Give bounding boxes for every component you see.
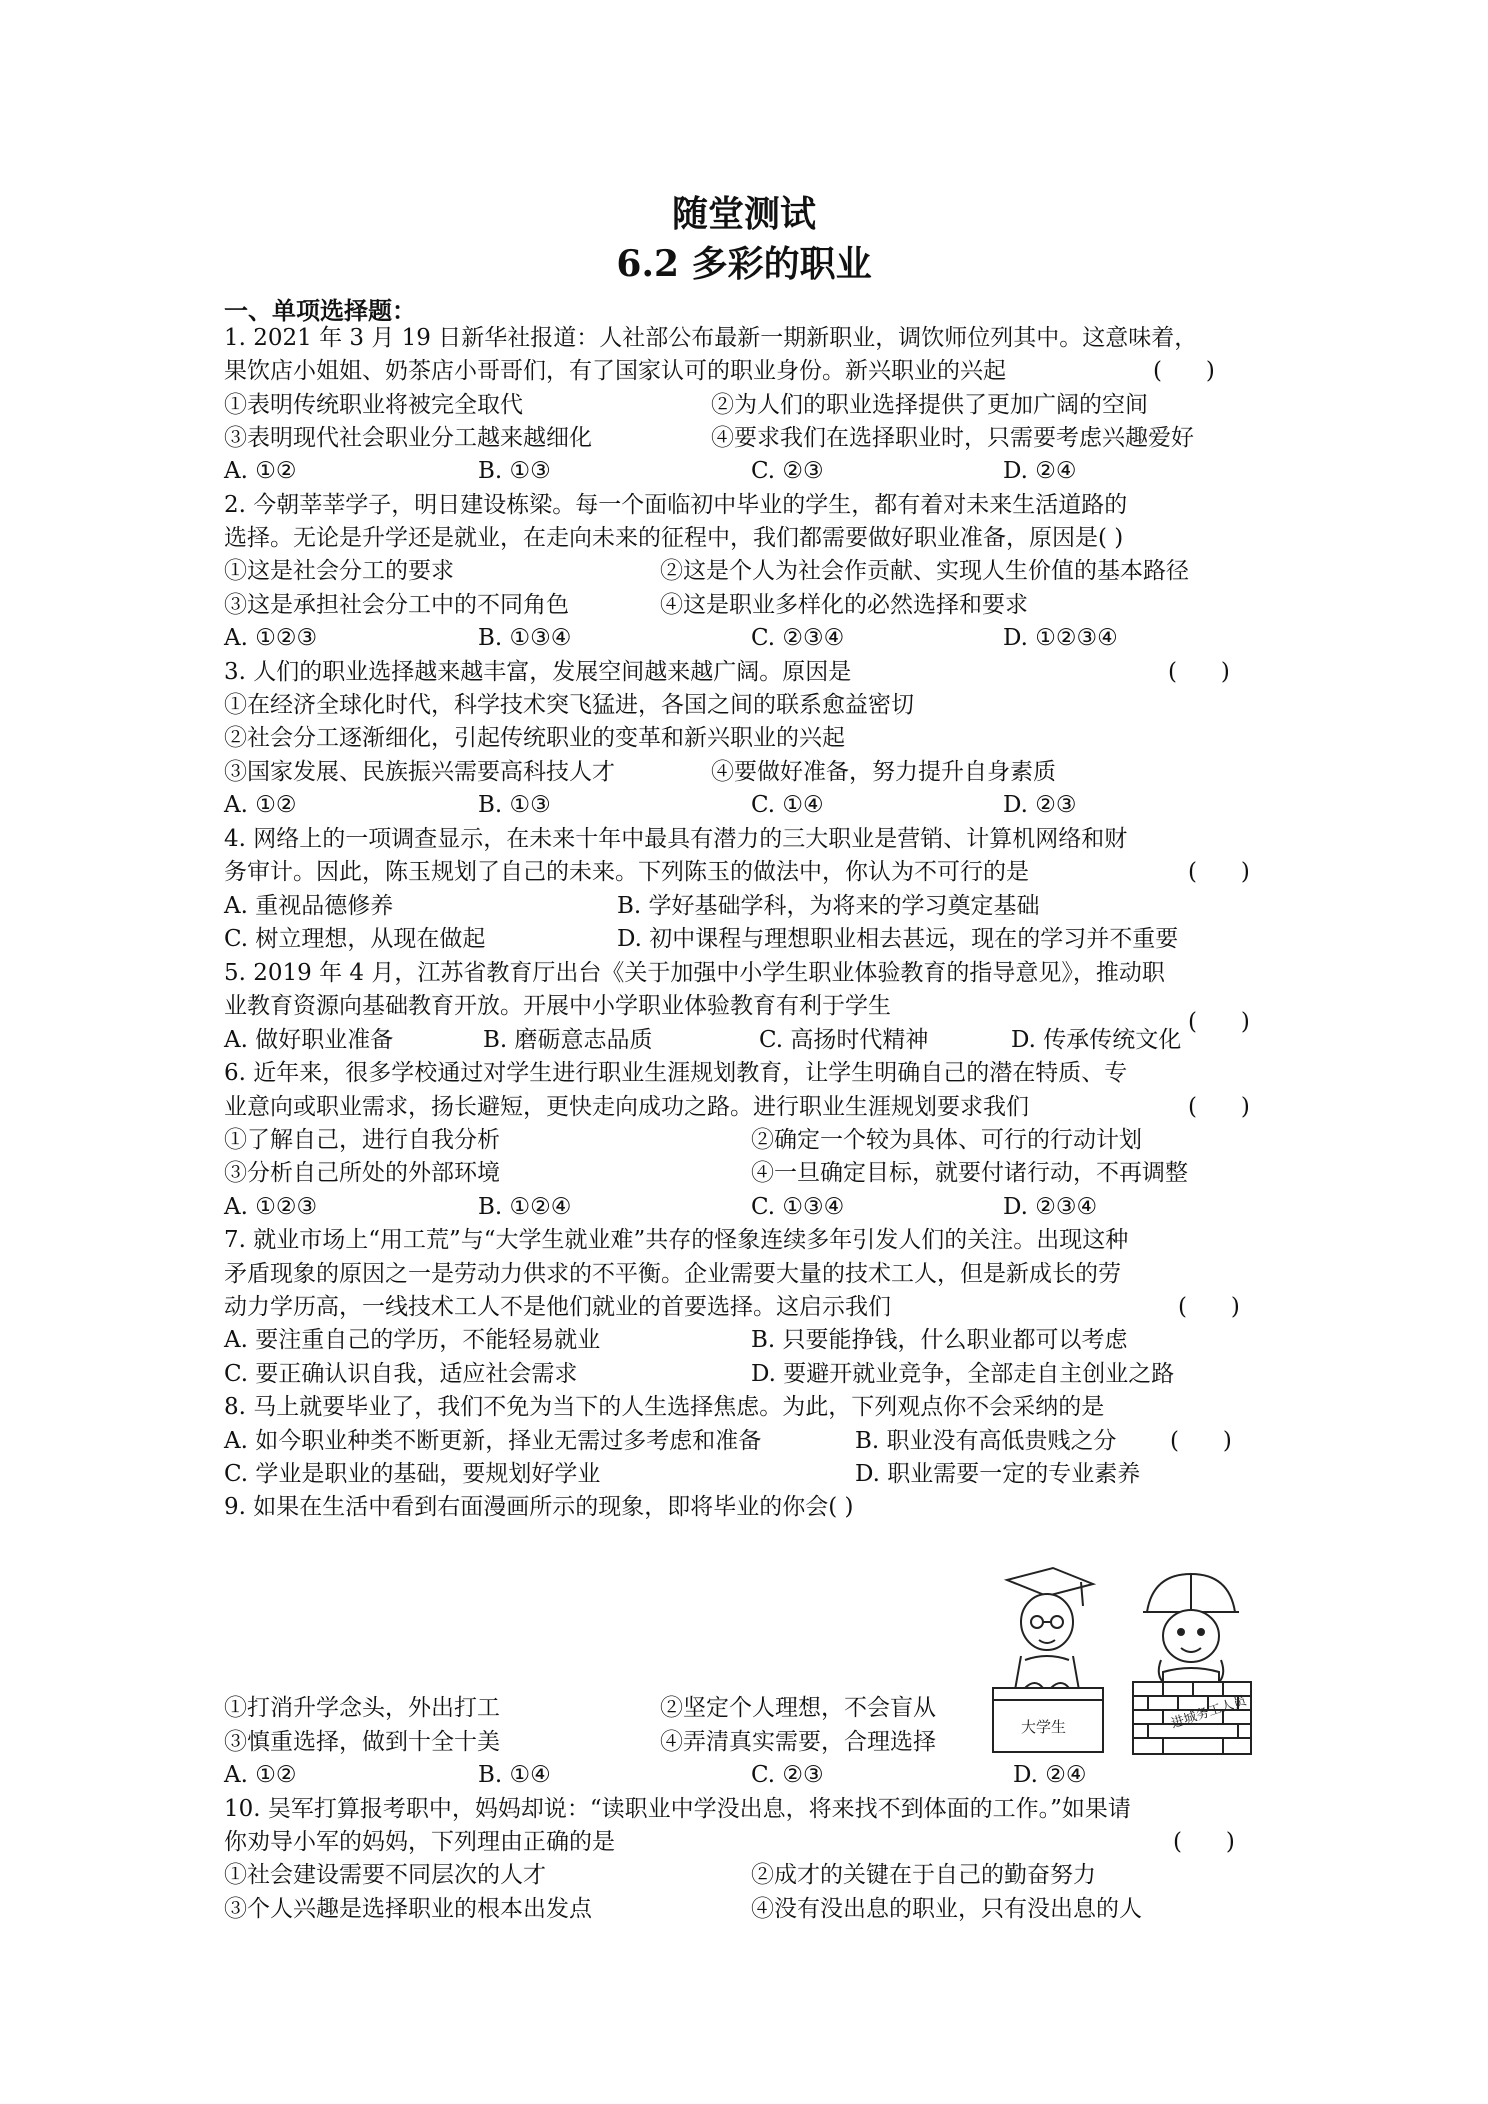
q2-option-b: B. ①③④ xyxy=(478,625,572,651)
q4-option-c: C. 树立理想，从现在做起 xyxy=(224,926,486,952)
q6-stem-line2: 业意向或职业需求，扬长避短，更快走向成功之路。进行职业生涯规划要求我们 xyxy=(224,1094,1029,1120)
q2-stem-line2: 选择。无论是升学还是就业，在走向未来的征程中，我们都需要做好职业准备，原因是( ) xyxy=(224,525,1124,551)
q5-option-d: D. 传承传统文化 xyxy=(1011,1027,1182,1053)
cartoon-illustration xyxy=(985,1560,1255,1760)
q8-option-b: B. 职业没有高低贵贱之分 xyxy=(855,1428,1117,1454)
q6-answer-bracket: ( ) xyxy=(1188,1094,1250,1120)
q1-stem-line1: 1. 2021 年 3 月 19 日新华社报道：人社部公布最新一期新职业，调饮师位列其中。这意味着， xyxy=(224,325,1198,351)
q6-statement-3: ③分析自己所处的外部环境 xyxy=(224,1160,500,1186)
q6-statement-4: ④一旦确定目标，就要付诸行动，不再调整 xyxy=(751,1160,1188,1186)
q2-statement-3: ③这是承担社会分工中的不同角色 xyxy=(224,592,569,618)
q7-stem-line2: 矛盾现象的原因之一是劳动力供求的不平衡。企业需要大量的技术工人，但是新成长的劳 xyxy=(224,1261,1121,1287)
cartoon-label-left: 大学生 xyxy=(1021,1718,1067,1736)
q5-option-a: A. 做好职业准备 xyxy=(224,1027,394,1053)
q5-option-b: B. 磨砺意志品质 xyxy=(483,1027,653,1053)
q9-statement-2: ②坚定个人理想，不会盲从 xyxy=(660,1695,936,1721)
q3-option-c: C. ①④ xyxy=(751,792,824,818)
q3-stem-line1: 3. 人们的职业选择越来越丰富，发展空间越来越广阔。原因是 xyxy=(224,659,852,685)
q9-option-c: C. ②③ xyxy=(751,1762,824,1788)
q2-statement-1: ①这是社会分工的要求 xyxy=(224,558,454,584)
q5-answer-bracket: ( ) xyxy=(1188,1009,1250,1035)
q10-statement-3: ③个人兴趣是选择职业的根本出发点 xyxy=(224,1896,592,1922)
q1-option-c: C. ②③ xyxy=(751,458,824,484)
q5-stem-line2: 业教育资源向基础教育开放。开展中小学职业体验教育有利于学生 xyxy=(224,993,891,1019)
q3-statement-3: ③国家发展、民族振兴需要高科技人才 xyxy=(224,759,615,785)
q10-answer-bracket: ( ) xyxy=(1173,1829,1235,1855)
q3-statement-4: ④要做好准备，努力提升自身素质 xyxy=(711,759,1056,785)
q2-option-a: A. ①②③ xyxy=(224,625,318,651)
q8-option-d: D. 职业需要一定的专业素养 xyxy=(855,1461,1141,1487)
q3-statement-1: ①在经济全球化时代，科学技术突飞猛进，各国之间的联系愈益密切 xyxy=(224,692,914,718)
q8-answer-bracket: ( ) xyxy=(1170,1428,1232,1454)
q1-option-b: B. ①③ xyxy=(478,458,551,484)
q7-option-d: D. 要避开就业竞争，全部走自主创业之路 xyxy=(751,1361,1175,1387)
q7-answer-bracket: ( ) xyxy=(1178,1294,1240,1320)
q6-stem-line1: 6. 近年来，很多学校通过对学生进行职业生涯规划教育，让学生明确自己的潜在特质、专 xyxy=(224,1060,1128,1086)
q9-option-b: B. ①④ xyxy=(478,1762,551,1788)
q8-option-c: C. 学业是职业的基础，要规划好学业 xyxy=(224,1461,601,1487)
q9-option-a: A. ①② xyxy=(224,1762,297,1788)
page-subtitle: 6.2 多彩的职业 xyxy=(616,243,872,285)
q7-stem-line1: 7. 就业市场上“用工荒”与“大学生就业难”共存的怪象连续多年引发人们的关注。出现这种 xyxy=(224,1227,1129,1253)
q2-option-d: D. ①②③④ xyxy=(1003,625,1118,651)
q3-option-b: B. ①③ xyxy=(478,792,551,818)
q2-option-c: C. ②③④ xyxy=(751,625,845,651)
q10-statement-4: ④没有没出息的职业，只有没出息的人 xyxy=(751,1896,1142,1922)
q2-statement-4: ④这是职业多样化的必然选择和要求 xyxy=(660,592,1028,618)
q2-statement-2: ②这是个人为社会作贡献、实现人生价值的基本路径 xyxy=(660,558,1189,584)
q9-stem-line1: 9. 如果在生活中看到右面漫画所示的现象，即将毕业的你会( ) xyxy=(224,1494,854,1520)
q9-statement-4: ④弄清真实需要，合理选择 xyxy=(660,1729,936,1755)
q10-statement-2: ②成才的关键在于自己的勤奋努力 xyxy=(751,1862,1096,1888)
q8-option-a: A. 如今职业种类不断更新，择业无需过多考虑和准备 xyxy=(224,1428,762,1454)
q1-stem-line2: 果饮店小姐姐、奶茶店小哥哥们，有了国家认可的职业身份。新兴职业的兴起 xyxy=(224,358,1006,384)
q4-stem-line1: 4. 网络上的一项调查显示，在未来十年中最具有潜力的三大职业是营销、计算机网络和财 xyxy=(224,826,1128,852)
q1-statement-1: ①表明传统职业将被完全取代 xyxy=(224,392,523,418)
q4-option-d: D. 初中课程与理想职业相去甚远，现在的学习并不重要 xyxy=(617,926,1179,952)
q7-option-a: A. 要注重自己的学历，不能轻易就业 xyxy=(224,1327,601,1353)
q4-answer-bracket: ( ) xyxy=(1188,859,1250,885)
q3-answer-bracket: ( ) xyxy=(1168,659,1230,685)
q5-stem-line1: 5. 2019 年 4 月，江苏省教育厅出台《关于加强中小学生职业体验教育的指导意见》，推动职 xyxy=(224,960,1165,986)
q6-option-a: A. ①②③ xyxy=(224,1194,318,1220)
q4-option-a: A. 重视品德修养 xyxy=(224,893,394,919)
q9-statement-1: ①打消升学念头，外出打工 xyxy=(224,1695,500,1721)
section-heading: 一、单项选择题： xyxy=(224,296,416,325)
q8-stem-line1: 8. 马上就要毕业了，我们不免为当下的人生选择焦虑。为此，下列观点你不会采纳的是 xyxy=(224,1394,1105,1420)
q6-option-c: C. ①③④ xyxy=(751,1194,845,1220)
q7-option-b: B. 只要能挣钱，什么职业都可以考虑 xyxy=(751,1327,1128,1353)
q3-option-d: D. ②③ xyxy=(1003,792,1077,818)
q2-stem-line1: 2. 今朝莘莘学子，明日建设栋梁。每一个面临初中毕业的学生，都有着对未来生活道路的 xyxy=(224,492,1128,518)
q1-statement-3: ③表明现代社会职业分工越来越细化 xyxy=(224,425,592,451)
q3-option-a: A. ①② xyxy=(224,792,297,818)
q6-statement-2: ②确定一个较为具体、可行的行动计划 xyxy=(751,1127,1142,1153)
q1-option-a: A. ①② xyxy=(224,458,297,484)
q1-statement-2: ②为人们的职业选择提供了更加广阔的空间 xyxy=(711,392,1148,418)
q1-option-d: D. ②④ xyxy=(1003,458,1077,484)
q5-option-c: C. 高扬时代精神 xyxy=(759,1027,929,1053)
q6-option-d: D. ②③④ xyxy=(1003,1194,1098,1220)
q6-statement-1: ①了解自己，进行自我分析 xyxy=(224,1127,500,1153)
q3-statement-2: ②社会分工逐渐细化，引起传统职业的变革和新兴职业的兴起 xyxy=(224,725,845,751)
q1-answer-bracket: ( ) xyxy=(1153,358,1215,384)
q10-stem-line1: 10. 吴军打算报考职中，妈妈却说：“读职业中学没出息，将来找不到体面的工作。”如果请 xyxy=(224,1796,1131,1822)
q10-statement-1: ①社会建设需要不同层次的人才 xyxy=(224,1862,546,1888)
q9-statement-3: ③慎重选择，做到十全十美 xyxy=(224,1729,500,1755)
cartoon-label-right: 进城务工人员 xyxy=(1169,1693,1249,1732)
q4-stem-line2: 务审计。因此，陈玉规划了自己的未来。下列陈玉的做法中，你认为不可行的是 xyxy=(224,859,1029,885)
q9-option-d: D. ②④ xyxy=(1013,1762,1087,1788)
page-title: 随堂测试 xyxy=(671,193,816,235)
q6-option-b: B. ①②④ xyxy=(478,1194,572,1220)
q1-statement-4: ④要求我们在选择职业时，只需要考虑兴趣爱好 xyxy=(711,425,1194,451)
q7-option-c: C. 要正确认识自我，适应社会需求 xyxy=(224,1361,578,1387)
q7-stem-line3: 动力学历高，一线技术工人不是他们就业的首要选择。这启示我们 xyxy=(224,1294,891,1320)
q4-option-b: B. 学好基础学科，为将来的学习奠定基础 xyxy=(617,893,1040,919)
q10-stem-line2: 你劝导小军的妈妈，下列理由正确的是 xyxy=(224,1829,615,1855)
worker-figure xyxy=(1133,1574,1251,1754)
